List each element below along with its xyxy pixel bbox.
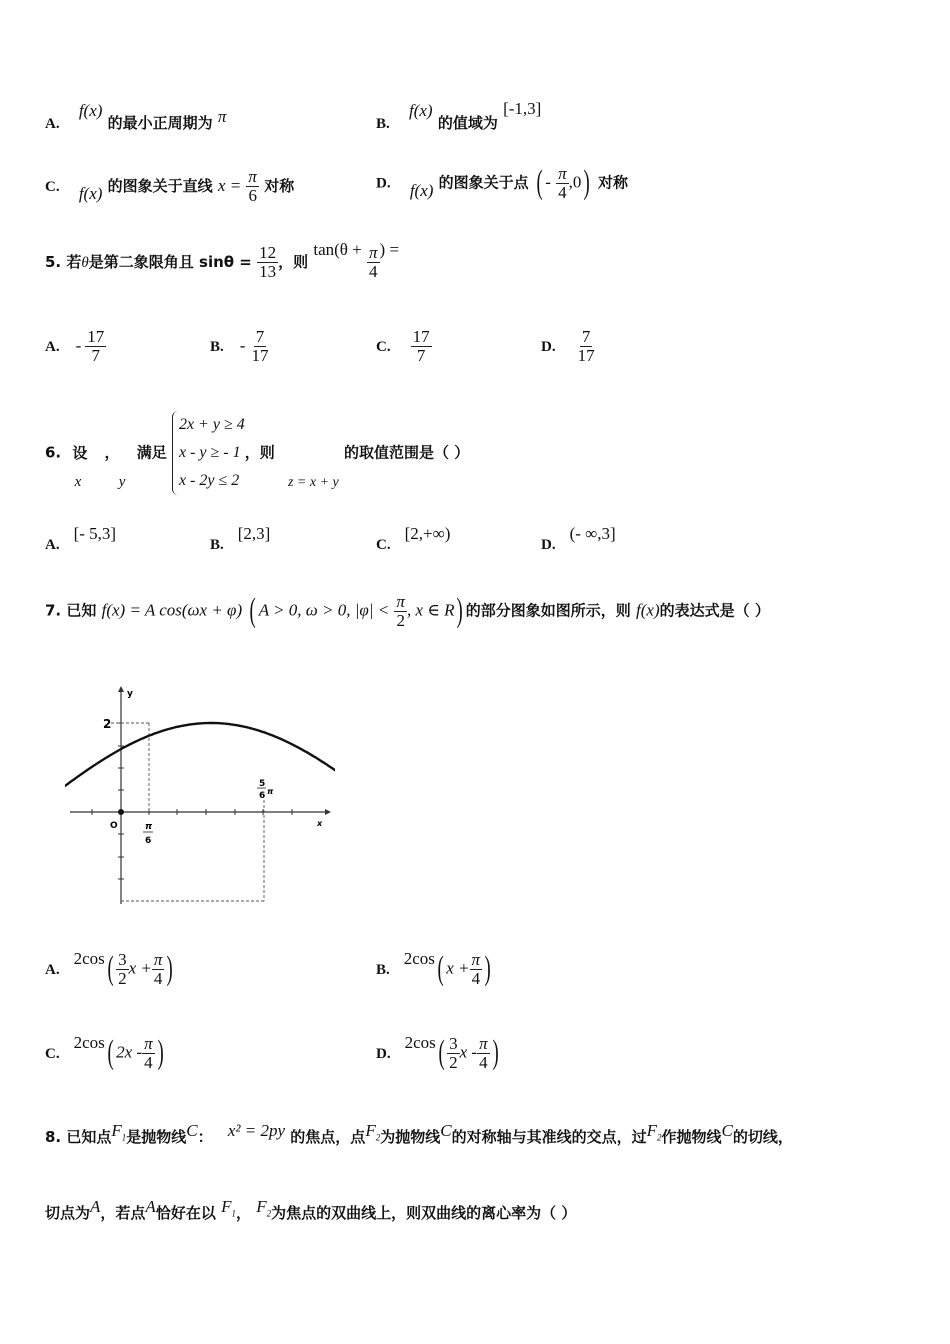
var-x: x bbox=[74, 473, 82, 490]
x-axis-label: x bbox=[317, 819, 323, 828]
fraction-pi-2: $\frac{\pi}{2}$ bbox=[396, 591, 405, 630]
point-rest: ,0 bbox=[568, 172, 582, 192]
right-paren: ) bbox=[166, 950, 174, 987]
q6-text-2: ， bbox=[104, 443, 120, 462]
option-label: D. bbox=[376, 175, 391, 192]
fraction-pi-4: $\frac{\pi}{4}$ bbox=[369, 243, 378, 281]
five6-pi: π bbox=[267, 787, 274, 796]
constraint-system bbox=[172, 411, 245, 495]
q7-text-3: 的表达式是（ ） bbox=[659, 601, 770, 620]
q7-text-2: 的部分图象如图所示，则 bbox=[465, 601, 631, 620]
cos-coef: 2cos bbox=[73, 948, 105, 968]
line-lhs: x = bbox=[217, 175, 242, 195]
right-paren: ) bbox=[157, 1034, 164, 1071]
q8-text-6: 的对称轴与其准线的交点，过 bbox=[451, 1128, 647, 1146]
question-5 bbox=[45, 239, 400, 281]
y-axis-label: y bbox=[127, 689, 133, 699]
constraint-3: x - 2y ≤ 2 bbox=[178, 472, 240, 489]
option-value: π bbox=[217, 107, 227, 126]
q7-option[interactable] bbox=[376, 1034, 501, 1072]
q6-text-5: 的取值范围是（ ） bbox=[343, 443, 470, 462]
f1: $F_1$ bbox=[111, 1121, 127, 1143]
option-fraction: $\frac{17}{7}$ bbox=[87, 327, 105, 365]
inner-a: 2x - bbox=[116, 1042, 143, 1062]
q8-text-1: 已知点 bbox=[66, 1128, 112, 1146]
max-label: 2 bbox=[103, 717, 112, 731]
option-fraction: $\frac{7}{17}$ bbox=[251, 327, 269, 365]
origin-dot bbox=[118, 809, 124, 815]
option-value: [-1,3] bbox=[503, 99, 542, 118]
option-tail: 对称 bbox=[264, 176, 295, 195]
q5-option[interactable] bbox=[210, 328, 270, 365]
point-a: A bbox=[145, 1197, 156, 1216]
pi6-den: 6 bbox=[145, 836, 152, 846]
parabola-equation: x² = 2py bbox=[227, 1121, 286, 1140]
f1: $F_1$ bbox=[221, 1197, 236, 1219]
q5-option[interactable] bbox=[376, 328, 432, 365]
point-sign: - bbox=[545, 172, 551, 192]
q5-text-b: 是第二象限角且 bbox=[88, 252, 194, 271]
func-fx: f(x) bbox=[78, 183, 103, 203]
option-value: (- ∞,3] bbox=[569, 524, 616, 543]
y-arrow-icon bbox=[118, 686, 124, 692]
question-number: 6. bbox=[45, 443, 62, 462]
f2: $F_2$ bbox=[365, 1121, 381, 1143]
q8-line2-b: ，若点 bbox=[100, 1204, 146, 1222]
option-text: 的最小正周期为 bbox=[107, 114, 213, 132]
option-value: [2,+∞) bbox=[404, 524, 451, 543]
theta: θ bbox=[81, 254, 89, 271]
c-curve: C bbox=[186, 1121, 198, 1140]
c-curve: C bbox=[440, 1121, 452, 1140]
q8-text-2: 是抛物线 bbox=[126, 1128, 187, 1146]
option-label: C. bbox=[376, 537, 391, 553]
question-number: 8. bbox=[45, 1128, 62, 1146]
q4-option-b[interactable] bbox=[376, 99, 542, 133]
cos-coef: 2cos bbox=[403, 948, 435, 968]
left-paren: ( bbox=[438, 1034, 445, 1071]
option-tail: 对称 bbox=[597, 173, 628, 192]
option-label: A. bbox=[45, 116, 60, 132]
f2: $F_2$ bbox=[256, 1197, 272, 1219]
q5-text-c: ，则 bbox=[278, 252, 309, 271]
option-label: D. bbox=[376, 1045, 391, 1062]
option-fraction: $\frac{17}{7}$ bbox=[412, 327, 430, 365]
fraction-pi-4: $\frac{\pi}{4}$ bbox=[479, 1033, 488, 1072]
option-label: C. bbox=[45, 1045, 60, 1062]
option-label: B. bbox=[376, 116, 390, 132]
q4-option-c[interactable] bbox=[45, 168, 294, 205]
constraint-2: x - y ≥ - 1 bbox=[178, 444, 241, 461]
option-label: C. bbox=[376, 338, 391, 355]
inner-a: x + bbox=[446, 958, 470, 978]
tan-suffix: ) = bbox=[379, 239, 400, 259]
question-6 bbox=[45, 411, 469, 495]
left-paren: ( bbox=[107, 1034, 114, 1071]
q8-line2-e: 为焦点的双曲线上，则双曲线的离心率为（ ） bbox=[271, 1204, 577, 1222]
var-y: y bbox=[118, 473, 126, 490]
right-paren: ) bbox=[484, 950, 491, 987]
q8-text-5: 为抛物线 bbox=[380, 1128, 441, 1146]
q7-option[interactable] bbox=[376, 950, 493, 988]
question-8-line-2 bbox=[45, 1197, 577, 1224]
option-label: B. bbox=[210, 338, 224, 355]
q6-option[interactable] bbox=[210, 524, 271, 553]
func-fx: f(x) bbox=[409, 101, 433, 120]
left-paren: ( bbox=[536, 164, 543, 201]
cos-coef: 2cos bbox=[73, 1032, 105, 1052]
point-a: A bbox=[90, 1197, 101, 1216]
pi6-num: π bbox=[145, 822, 153, 832]
left-paren: ( bbox=[249, 592, 257, 629]
q4-option-d[interactable] bbox=[376, 164, 628, 202]
left-paren: ( bbox=[107, 950, 114, 987]
q7-text-1: 已知 bbox=[66, 601, 97, 620]
option-text: 的值域为 bbox=[437, 114, 498, 132]
fraction-3-2: $\frac{3}{2}$ bbox=[118, 949, 127, 988]
q7-function-graph bbox=[65, 682, 335, 912]
option-text: 的图象关于点 bbox=[438, 173, 529, 192]
question-7 bbox=[45, 592, 770, 630]
fraction-3-2: $\frac{3}{2}$ bbox=[449, 1033, 458, 1072]
question-8-line-1 bbox=[45, 1121, 793, 1148]
option-label: A. bbox=[45, 338, 60, 355]
option-text: 的图象关于直线 bbox=[107, 176, 213, 195]
tan-prefix: tan(θ + bbox=[313, 239, 362, 259]
q6-text-3: 满足 bbox=[136, 443, 167, 462]
q8-text-8: 的切线， bbox=[732, 1128, 793, 1146]
right-paren: ) bbox=[583, 164, 591, 201]
option-value: [2,3] bbox=[237, 524, 271, 543]
option-label: A. bbox=[45, 961, 60, 978]
right-paren: ) bbox=[492, 1034, 499, 1071]
q6-option[interactable] bbox=[541, 524, 616, 553]
origin-label: O bbox=[110, 821, 118, 831]
axis-ticks bbox=[92, 723, 292, 879]
option-fraction: $\frac{7}{17}$ bbox=[577, 327, 595, 365]
q6-text-4: ，则 bbox=[244, 443, 275, 462]
q6-text-1: 设 bbox=[72, 443, 88, 462]
fraction-pi-4: $\frac{\pi}{4}$ bbox=[144, 1033, 153, 1072]
option-label: C. bbox=[45, 178, 60, 195]
q6-option[interactable] bbox=[45, 524, 117, 553]
q5-option[interactable] bbox=[541, 328, 597, 365]
option-label: A. bbox=[45, 537, 60, 553]
question-number: 5. bbox=[45, 252, 62, 271]
five6-den: 6 bbox=[259, 791, 266, 801]
q7-option[interactable] bbox=[45, 1034, 166, 1072]
q8-line2-a: 切点为 bbox=[45, 1204, 91, 1222]
x-arrow-icon bbox=[325, 809, 331, 815]
q8-line2-c: 恰好在以 bbox=[155, 1204, 216, 1222]
constraint-1: 2x + y ≥ 4 bbox=[178, 416, 245, 433]
option-value: [- 5,3] bbox=[73, 524, 117, 543]
right-paren: ) bbox=[457, 592, 464, 629]
func-fx: f(x) bbox=[409, 180, 434, 200]
target-z: z = x + y bbox=[287, 474, 339, 490]
fraction-pi-4: $\frac{\pi}{4}$ bbox=[471, 949, 481, 988]
q6-option[interactable] bbox=[376, 524, 451, 553]
q5-option[interactable] bbox=[45, 328, 106, 365]
fraction-pi-6: $\frac{\pi}{6}$ bbox=[248, 167, 257, 205]
fx: f(x) bbox=[636, 600, 660, 620]
option-label: D. bbox=[541, 338, 556, 355]
question-number: 7. bbox=[45, 601, 62, 620]
option-sign: - bbox=[75, 335, 82, 355]
q5-text-a: 若 bbox=[66, 252, 82, 271]
five6-num: 5 bbox=[259, 779, 266, 789]
q8-text-4: 的焦点，点 bbox=[290, 1128, 366, 1146]
q4-option-a[interactable] bbox=[45, 101, 227, 133]
sin-expr: sinθ = bbox=[199, 252, 252, 271]
q7-cond-a: A > 0, ω > 0, |φ| < bbox=[258, 600, 390, 620]
cosine-curve bbox=[65, 723, 335, 787]
inner-mid: x - bbox=[459, 1042, 478, 1062]
option-label: B. bbox=[376, 961, 390, 978]
q7-cond-b: , x ∈ R bbox=[406, 600, 455, 620]
q7-option[interactable] bbox=[45, 950, 176, 988]
q8-text-3: ： bbox=[197, 1128, 213, 1146]
q8-text-7: 作抛物线 bbox=[661, 1128, 722, 1146]
fraction-pi-4: $\frac{\pi}{4}$ bbox=[153, 949, 163, 988]
c-curve: C bbox=[721, 1121, 733, 1140]
f2: $F_2$ bbox=[646, 1121, 662, 1143]
cos-coef: 2cos bbox=[404, 1032, 436, 1052]
fraction-12-13: $\frac{12}{13}$ bbox=[259, 243, 277, 281]
option-label: B. bbox=[210, 537, 224, 553]
left-paren: ( bbox=[437, 950, 444, 987]
q7-formula: f(x) = A cos(ωx + φ) bbox=[101, 600, 243, 620]
fraction-pi-4: $\frac{\pi}{4}$ bbox=[558, 163, 567, 202]
q8-line2-d: ， bbox=[235, 1204, 251, 1222]
option-label: D. bbox=[541, 537, 556, 553]
inner-mid: x + bbox=[128, 958, 152, 978]
option-sign: - bbox=[239, 335, 246, 355]
func-fx: f(x) bbox=[78, 101, 103, 120]
